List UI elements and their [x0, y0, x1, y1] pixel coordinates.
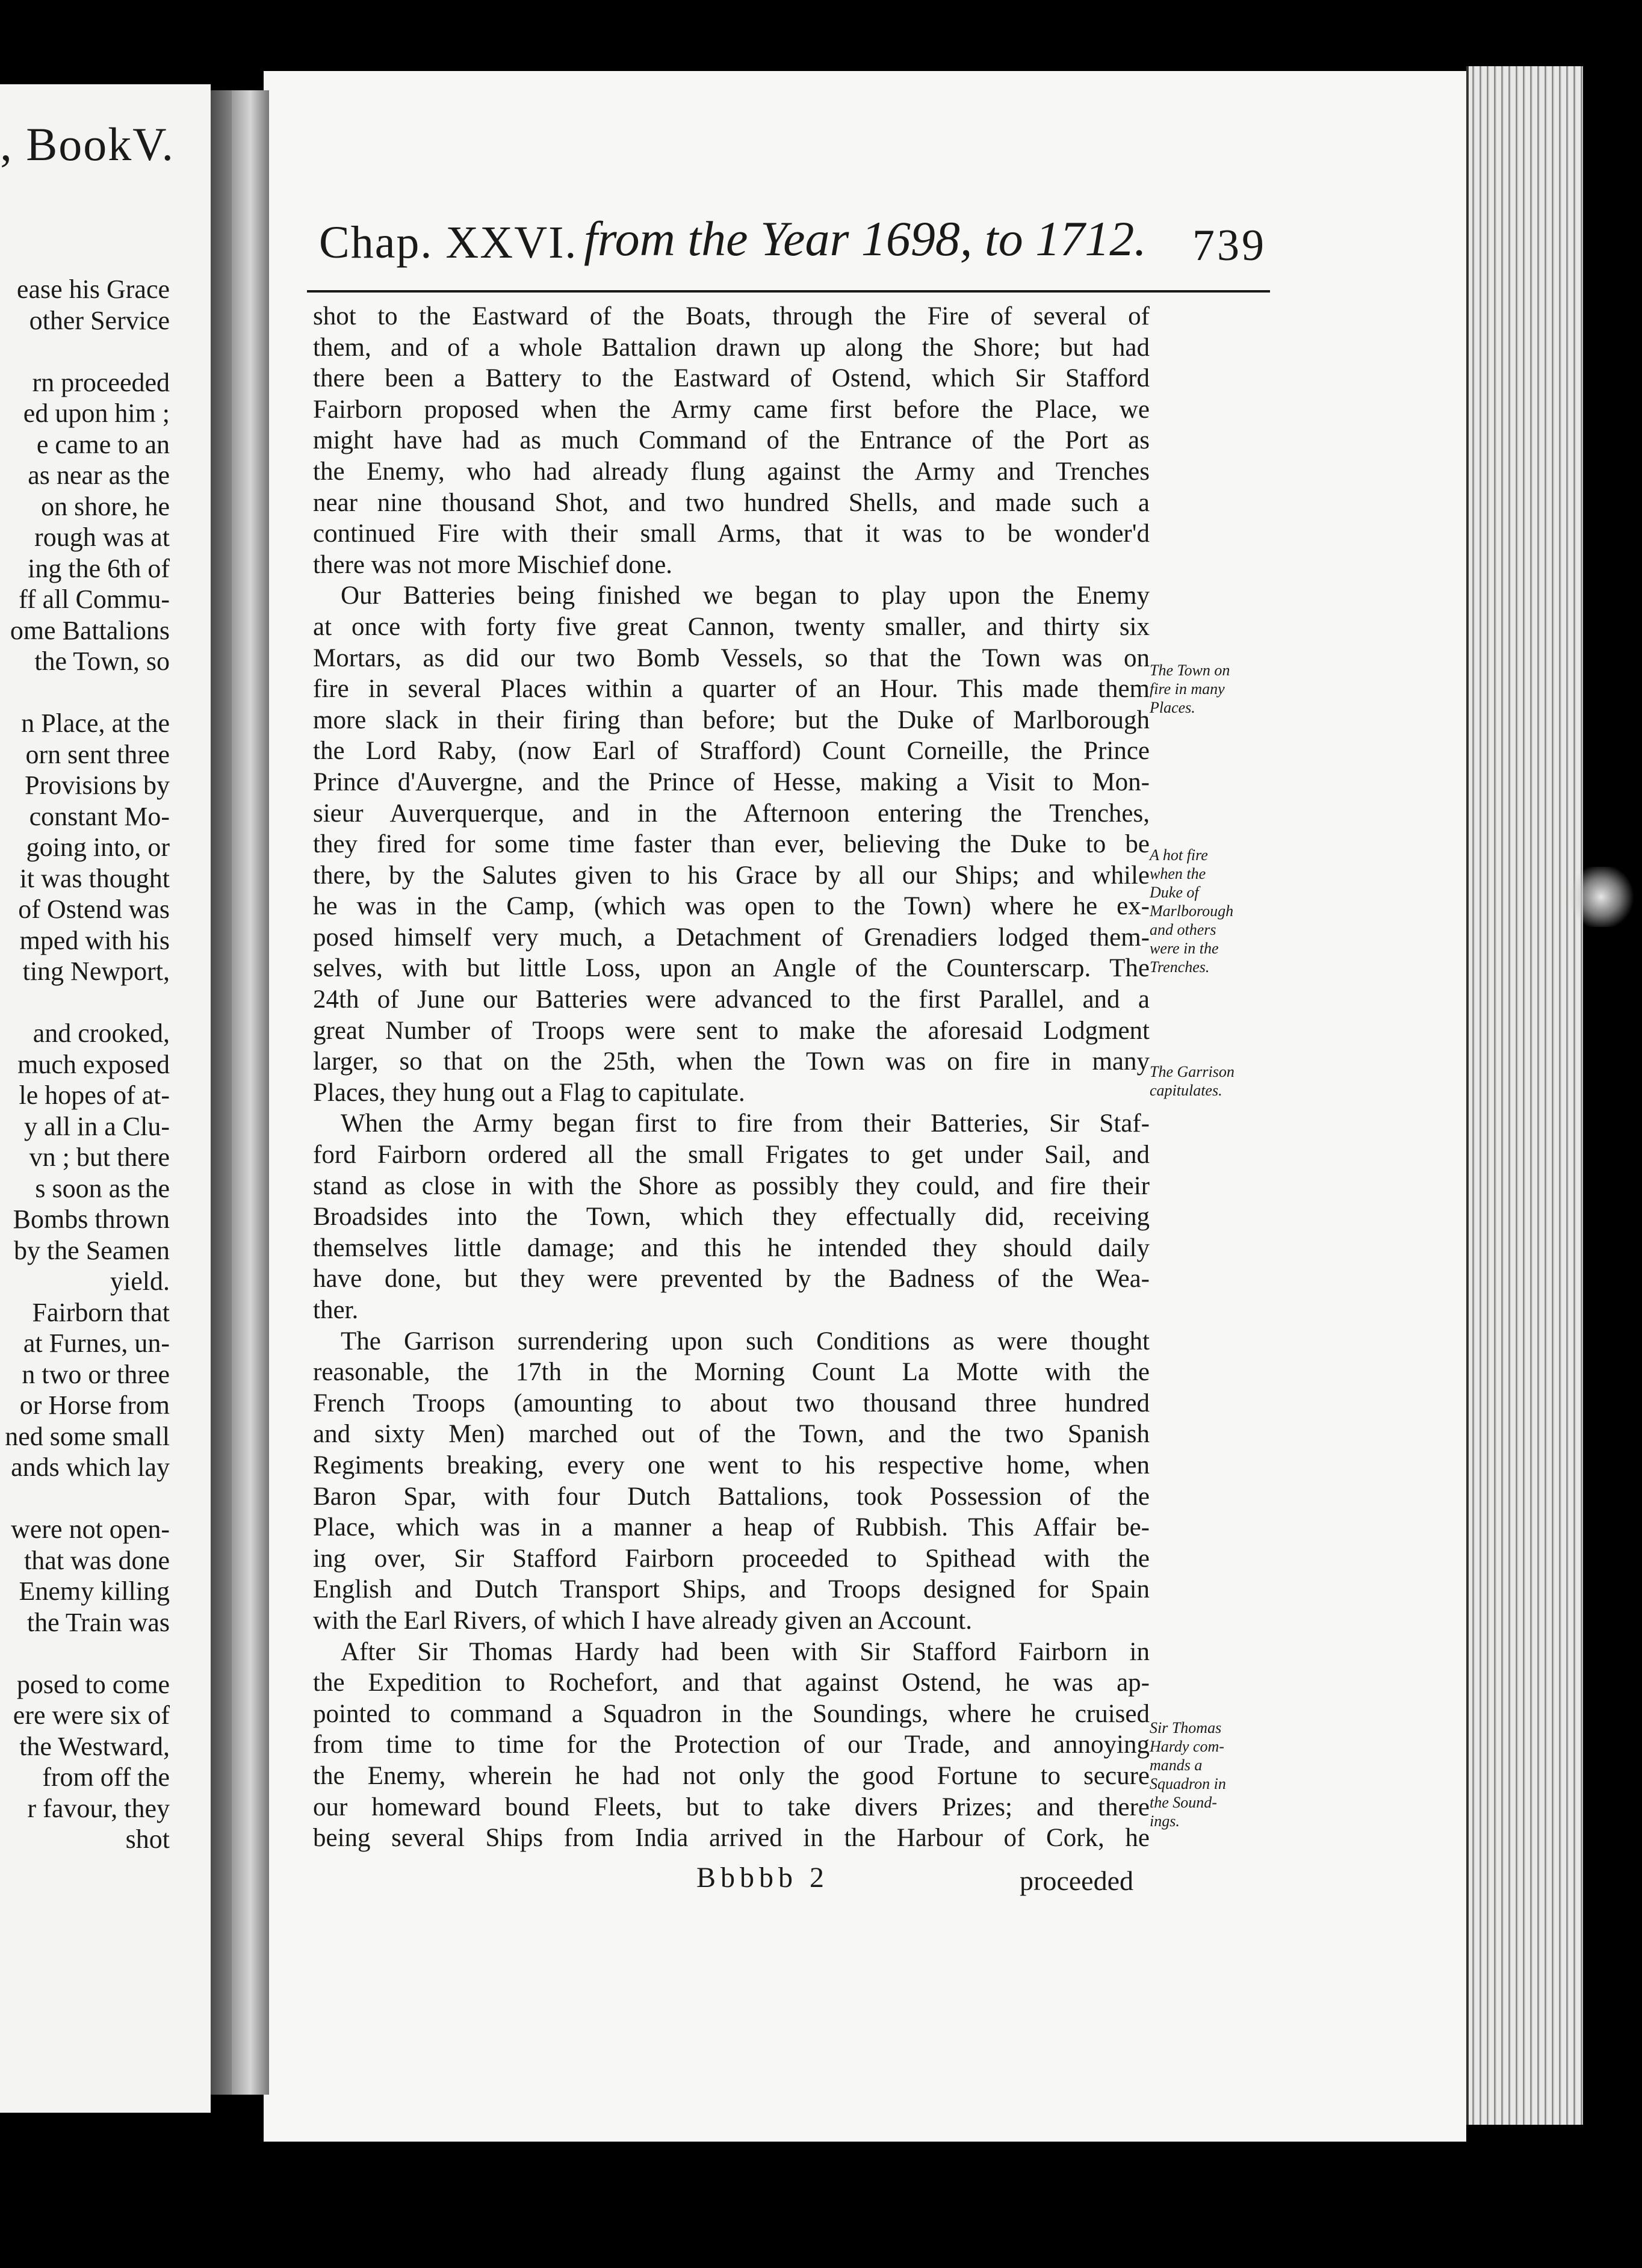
body-text: [313, 301, 1150, 1854]
left-page-line: Fairborn that: [32, 1297, 170, 1327]
signature-mark: Bbbbb 2: [696, 1862, 829, 1894]
text-line: ther.: [313, 1296, 359, 1324]
left-page-line: that was done: [24, 1545, 170, 1575]
margin-note-line: Squadron in: [1150, 1775, 1226, 1792]
text-line: reasonable, the 17th in the Morning Count La Motte with the: [313, 1358, 1150, 1387]
left-page-text: [0, 274, 170, 1855]
left-page-line: Provisions by: [25, 770, 170, 800]
left-page-line: ed upon him ;: [23, 398, 170, 428]
text-line: Broadsides into the Town, which they effectually did, receiving: [313, 1203, 1150, 1232]
margin-note-thomas-hardy: [1150, 1718, 1276, 1830]
margin-note-line: when the: [1150, 865, 1206, 882]
text-line: there been a Battery to the Eastward of Ostend, which Sir Stafford: [313, 364, 1150, 393]
text-line: the Enemy, who had already flung against the Army and Trenches: [313, 457, 1150, 486]
text-line: ing over, Sir Stafford Fairborn proceeded to Spithead with the: [313, 1544, 1150, 1573]
left-page-line: much exposed: [17, 1049, 170, 1079]
text-line: 24th of June our Batteries were advanced to the first Parallel, and a: [313, 985, 1150, 1014]
left-page-line: ing the 6th of: [28, 553, 170, 583]
margin-note-line: and others: [1150, 921, 1216, 938]
left-page-line: as near as the: [28, 460, 170, 490]
left-page-line: [0, 336, 170, 367]
margin-note-line: ings.: [1150, 1812, 1180, 1830]
left-page-line: shot: [125, 1824, 170, 1854]
left-page-line: ned some small: [5, 1421, 170, 1451]
left-page-line: from off the: [42, 1762, 170, 1792]
page-stain: [1565, 867, 1637, 927]
header-rule: [307, 290, 1270, 293]
text-line: fire in several Places within a quarter of an Hour. This made them: [313, 675, 1150, 704]
text-line: posed himself very much, a Detachment of Grenadiers lodged them-: [313, 923, 1150, 952]
left-page-line: of Ostend was: [18, 894, 170, 924]
left-page-line: rough was at: [34, 522, 170, 552]
text-line: great Number of Troops were sent to make the aforesaid Lodgment: [313, 1016, 1150, 1045]
left-page-line: constant Mo-: [29, 801, 170, 831]
margin-note-line: Duke of: [1150, 884, 1199, 901]
left-page-line: n Place, at the: [21, 708, 170, 738]
left-page-line: [0, 1638, 170, 1669]
margin-note-line: fire in many: [1150, 680, 1225, 698]
text-line: with the Earl Rivers, of which I have already given an Account.: [313, 1606, 972, 1635]
margin-note-line: were in the: [1150, 940, 1219, 957]
margin-note-line: Hardy com-: [1150, 1738, 1224, 1755]
page-number: 739: [1192, 221, 1266, 270]
left-page-line: the Train was: [26, 1607, 170, 1637]
text-line: stand as close in with the Shore as possibly they could, and fire their: [313, 1171, 1150, 1200]
text-line: After Sir Thomas Hardy had been with Sir Stafford Fairborn in: [341, 1637, 1150, 1666]
text-line: he was in the Camp, (which was open to the Town) where he ex-: [313, 892, 1150, 921]
left-page-line: and crooked,: [33, 1018, 170, 1048]
text-line: them, and of a whole Battalion drawn up along the Shore; but had: [313, 333, 1150, 362]
left-page-line: [0, 1483, 170, 1514]
margin-note-line: mands a: [1150, 1756, 1203, 1774]
left-page-line: ease his Grace: [16, 274, 170, 304]
left-page-line: ff all Commu-: [19, 584, 170, 614]
page-edges: [1466, 66, 1583, 2125]
book-gutter: [232, 90, 269, 2095]
left-page-line: r favour, they: [27, 1793, 170, 1823]
margin-note-line: The Town on: [1150, 662, 1230, 679]
left-page-line: by the Seamen: [13, 1235, 170, 1265]
text-line: more slack in their firing than before; but the Duke of Marlborough: [313, 705, 1150, 734]
left-page-line: [0, 987, 170, 1018]
text-line: at once with forty five great Cannon, twenty smaller, and thirty six: [313, 612, 1150, 641]
left-page-line: other Service: [29, 305, 170, 335]
left-page-line: posed to come: [16, 1669, 170, 1699]
left-page-line: ome Battalions: [10, 615, 170, 645]
left-page-line: ands which lay: [11, 1452, 170, 1482]
text-line: selves, with but little Loss, upon an Angle of the Counterscarp. The: [313, 954, 1150, 983]
running-header: [313, 211, 1270, 283]
left-page-line: ere were six of: [13, 1700, 170, 1730]
running-title: from the Year 1698, to 1712.: [584, 211, 1147, 266]
text-line: near nine thousand Shot, and two hundred Shells, and made such a: [313, 488, 1150, 517]
text-line: our homeward bound Fleets, but to take divers Prizes; and there: [313, 1792, 1150, 1821]
left-page-line: ting Newport,: [22, 956, 170, 986]
margin-note-line: the Sound-: [1150, 1794, 1217, 1811]
text-line: pointed to command a Squadron in the Soundings, where he cruised: [313, 1699, 1150, 1728]
left-page-line: n two or three: [22, 1359, 170, 1389]
text-line: the Expedition to Rochefort, and that against Ostend, he was ap-: [313, 1668, 1150, 1697]
text-line: Prince d'Auvergne, and the Prince of Hesse, making a Visit to Mon-: [313, 767, 1150, 796]
text-line: might have had as much Command of the Entrance of the Port as: [313, 426, 1150, 455]
margin-note-line: A hot fire: [1150, 846, 1208, 864]
text-line: continued Fire with their small Arms, that it was to be wonder'd: [313, 519, 1150, 548]
left-page-line: the Town, so: [34, 646, 170, 676]
text-line: French Troops (amounting to about two thousand three hundred: [313, 1389, 1150, 1418]
text-line: larger, so that on the 25th, when the Town was on fire in many: [313, 1047, 1150, 1076]
margin-note-line: Trenches.: [1150, 958, 1210, 976]
left-page-line: yield.: [110, 1266, 170, 1296]
left-page-line: e came to an: [36, 429, 170, 459]
text-line: Our Batteries being finished we began to play upon the Enemy: [341, 581, 1150, 610]
left-page-header: , BookV.: [0, 118, 175, 170]
text-line: Regiments breaking, every one went to his respective home, when: [313, 1451, 1150, 1479]
chapter-label: Chap. XXVI.: [319, 217, 578, 268]
text-line: there was not more Mischief done.: [313, 550, 673, 579]
left-page-line: rn proceeded: [32, 367, 170, 397]
left-page-line: going into, or: [26, 832, 170, 862]
margin-note-line: Sir Thomas: [1150, 1719, 1222, 1737]
text-line: The Garrison surrendering upon such Conditions as were thought: [341, 1327, 1150, 1356]
text-line: from time to time for the Protection of our Trade, and annoying: [313, 1730, 1150, 1759]
left-page-line: s soon as the: [35, 1173, 170, 1203]
left-page-line: [0, 677, 170, 708]
text-line: being several Ships from India arrived in the Harbour of Cork, he: [313, 1824, 1150, 1853]
left-page-line: at Furnes, un-: [23, 1328, 170, 1358]
left-page-line: y all in a Clu-: [24, 1111, 170, 1141]
text-line: the Lord Raby, (now Earl of Strafford) Count Corneille, the Prince: [313, 737, 1150, 766]
left-page-line: vn ; but there: [29, 1142, 170, 1172]
left-page-line: or Horse from: [19, 1390, 170, 1420]
left-page-line: mped with his: [19, 925, 170, 955]
catchword: proceeded: [1020, 1865, 1133, 1896]
text-line: shot to the Eastward of the Boats, through the Fire of several of: [313, 302, 1150, 330]
margin-note-line: Places.: [1150, 699, 1195, 716]
text-line: the Enemy, wherein he had not only the good Fortune to secure: [313, 1761, 1150, 1790]
text-line: Places, they hung out a Flag to capitulate.: [313, 1078, 745, 1107]
text-line: have done, but they were prevented by the Badness of the Wea-: [313, 1265, 1150, 1294]
margin-note-garrison: [1150, 1062, 1276, 1100]
left-page-line: on shore, he: [41, 491, 170, 521]
margin-note-line: Marlborough: [1150, 902, 1234, 920]
left-page-line: it was thought: [19, 863, 170, 893]
text-line: When the Army began first to fire from their Batteries, Sir Staf-: [341, 1109, 1150, 1138]
text-line: English and Dutch Transport Ships, and Troops designed for Spain: [313, 1575, 1150, 1604]
text-line: Baron Spar, with four Dutch Battalions, took Possession of the: [313, 1482, 1150, 1511]
left-page-line: orn sent three: [25, 739, 170, 769]
margin-note-hot-fire: [1150, 846, 1276, 976]
text-line: Mortars, as did our two Bomb Vessels, so that the Town was on: [313, 643, 1150, 672]
text-line: ford Fairborn ordered all the small Frigates to get under Sail, and: [313, 1141, 1150, 1170]
margin-note-line: The Garrison: [1150, 1063, 1235, 1080]
left-page-line: the Westward,: [19, 1731, 170, 1761]
margin-note-town-fire: [1150, 661, 1276, 717]
left-page-line: were not open-: [11, 1514, 170, 1544]
text-line: and sixty Men) marched out of the Town, and the two Spanish: [313, 1420, 1150, 1449]
left-page-line: Bombs thrown: [13, 1204, 170, 1234]
left-page-line: Enemy killing: [19, 1576, 170, 1606]
text-line: themselves little damage; and this he intended they should daily: [313, 1233, 1150, 1262]
left-page-line: le hopes of at-: [19, 1080, 170, 1110]
text-line: Fairborn proposed when the Army came first before the Place, we: [313, 395, 1150, 424]
text-line: they fired for some time faster than ever, believing the Duke to be: [313, 830, 1150, 859]
margin-note-line: capitulates.: [1150, 1082, 1222, 1099]
text-line: Place, which was in a manner a heap of Rubbish. This Affair be-: [313, 1513, 1150, 1542]
text-line: there, by the Salutes given to his Grace by all our Ships; and while: [313, 861, 1150, 890]
text-line: sieur Auverquerque, and in the Afternoon entering the Trenches,: [313, 799, 1150, 828]
